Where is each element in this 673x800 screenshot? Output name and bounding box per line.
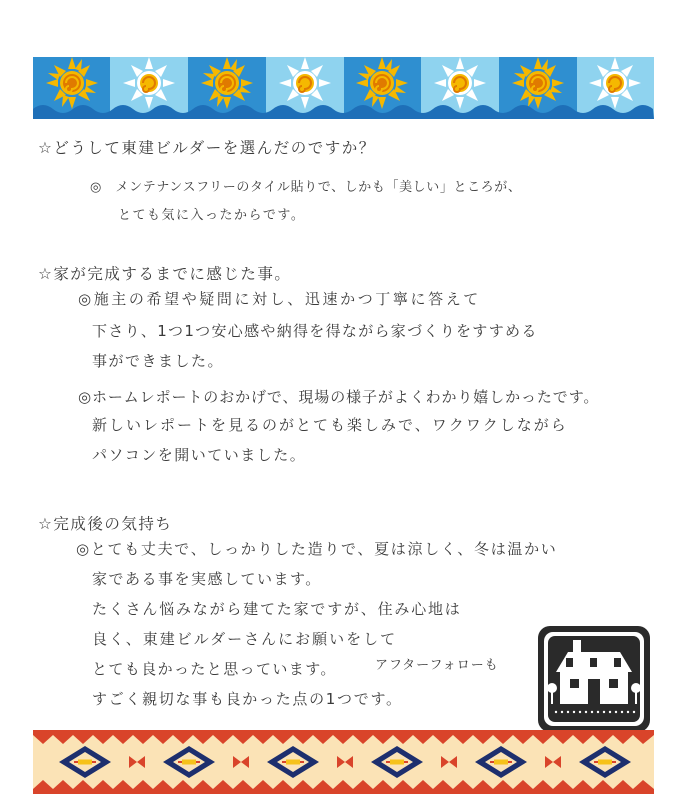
question-2-item-1-line-2: 下さり、1つ1つ安心感や納得を得ながら家づくりをすすめる <box>92 322 538 340</box>
question-2-item-1-line-1: ◎施主の希望や疑問に対し、迅速かつ丁寧に答えて <box>78 290 481 308</box>
question-1-answer-line-1: ◎ メンテナンスフリーのタイル貼りで、しかも「美しい」ところが、 <box>90 180 522 195</box>
question-2-heading: ☆家が完成するまでに感じた事。 <box>38 265 292 283</box>
question-3-line-4: 良く、東建ビルダーさんにお願いをして <box>92 630 398 648</box>
question-2-item-1-line-3: 事ができました。 <box>92 352 225 370</box>
question-2-item-2-line-2: 新しいレポートを見るのがとても楽しみで、ワクワクしながら <box>92 416 568 434</box>
question-1-answer-line-2: とても気に入ったからです。 <box>118 208 306 223</box>
question-3-line-6: すごく親切な事も良かった点の1つです。 <box>92 690 403 708</box>
question-3-line-1: ◎とても丈夫で、しっかりした造りで、夏は涼しく、冬は温かい <box>76 540 558 558</box>
question-3-line-5a: とても良かったと思っています。 <box>92 660 337 678</box>
sun-border-top <box>33 57 654 119</box>
question-3-line-5b: アフターフォローも <box>375 658 499 673</box>
house-stamp-icon <box>538 626 650 732</box>
question-2-item-2-line-3: パソコンを開いていました。 <box>92 446 307 464</box>
question-3-line-3: たくさん悩みながら建てた家ですが、住み心地は <box>92 600 462 618</box>
question-3-line-2: 家である事を実感しています。 <box>92 570 322 588</box>
question-1-heading: ☆どうして東建ビルダーを選んだのですか？ <box>38 139 376 157</box>
question-3-heading: ☆完成後の気持ち <box>38 515 173 533</box>
question-2-item-2-line-1: ◎ホームレポートのおかげで、現場の様子がよくわかり嬉しかったです。 <box>78 388 600 406</box>
rug-pattern-border-bottom <box>33 730 654 794</box>
